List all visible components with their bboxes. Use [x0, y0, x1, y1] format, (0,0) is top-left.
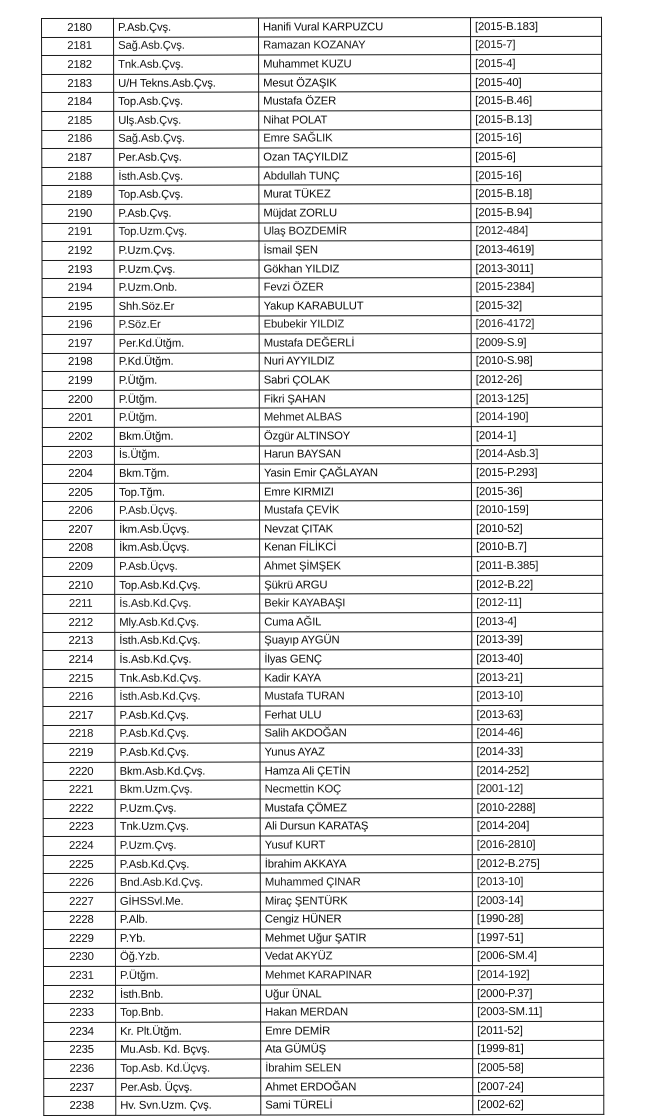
table-row — [43, 928, 603, 948]
row-rank-cell: Bnd.Asb.Kd.Çvş. — [115, 873, 260, 892]
row-name-cell: İbrahim SELEN — [261, 1059, 473, 1078]
table-row — [43, 873, 603, 893]
row-rank-cell: P.Ütğm. — [115, 966, 260, 985]
row-rank-cell: Sağ.Asb.Çvş. — [114, 37, 259, 56]
row-rank-cell: İsth.Asb.Kd.Çvş. — [115, 687, 260, 706]
table-row — [43, 594, 603, 614]
table-row — [42, 315, 602, 335]
row-number-cell: 2212 — [43, 613, 115, 632]
table-row — [44, 1096, 604, 1116]
row-reference-cell: [2013-125] — [471, 389, 602, 408]
table-row — [42, 259, 602, 279]
row-number-cell: 2224 — [43, 836, 115, 855]
row-reference-cell: [2013-39] — [472, 631, 603, 650]
row-rank-cell: U/H Tekns.Asb.Çvş. — [114, 74, 259, 93]
table-row — [43, 966, 603, 986]
row-name-cell: Yasin Emir ÇAĞLAYAN — [259, 464, 471, 483]
row-name-cell: Cengiz HÜNER — [260, 910, 472, 929]
row-number-cell: 2210 — [43, 576, 115, 595]
row-name-cell: Murat TÜKEZ — [259, 185, 471, 204]
row-name-cell: İsmail ŞEN — [259, 241, 471, 260]
records-table — [41, 17, 604, 1116]
row-name-cell: Hanifi Vural KARPUZCU — [259, 18, 471, 37]
row-rank-cell: Hv. Svn.Uzm. Çvş. — [116, 1096, 261, 1115]
table-row — [42, 426, 602, 446]
row-reference-cell: [2015-16] — [471, 166, 602, 185]
row-number-cell: 2220 — [43, 762, 115, 781]
row-rank-cell: İs.Asb.Kd.Çvş. — [115, 650, 260, 669]
row-rank-cell: P.Asb.Kd.Çvş. — [115, 855, 260, 874]
row-name-cell: Kadir KAYA — [260, 668, 472, 687]
row-rank-cell: P.Asb.Çvş. — [114, 18, 259, 37]
table-row — [42, 147, 602, 167]
row-rank-cell: P.Uzm.Çvş. — [114, 260, 259, 279]
table-row — [43, 705, 603, 725]
row-name-cell: Emre SAĞLIK — [259, 129, 471, 148]
row-number-cell: 2219 — [43, 744, 115, 763]
row-rank-cell: P.Alb. — [115, 911, 260, 930]
row-number-cell: 2214 — [43, 651, 115, 670]
row-reference-cell: [2010-S.98] — [471, 352, 602, 371]
row-name-cell: Mustafa ÇÖMEZ — [260, 799, 472, 818]
row-name-cell: Yunus AYAZ — [260, 743, 472, 762]
row-rank-cell: P.Uzm.Çvş. — [114, 241, 259, 260]
row-rank-cell: Top.Tğm. — [114, 483, 259, 502]
row-reference-cell: [2014-190] — [471, 408, 602, 427]
row-number-cell: 2213 — [43, 632, 115, 651]
table-row — [43, 891, 603, 911]
row-reference-cell: [2012-484] — [471, 222, 602, 241]
row-number-cell: 2184 — [42, 93, 114, 112]
row-number-cell: 2188 — [42, 167, 114, 186]
row-rank-cell: Per.Asb. Üçvş. — [116, 1078, 261, 1097]
row-reference-cell: [2007-24] — [473, 1077, 604, 1096]
row-name-cell: Salih AKDOĞAN — [260, 724, 472, 743]
table-row — [42, 278, 602, 298]
row-reference-cell: [1990-28] — [472, 910, 603, 929]
row-rank-cell: Per.Kd.Ütğm. — [114, 334, 259, 353]
row-rank-cell: İkm.Asb.Üçvş. — [115, 520, 260, 539]
row-rank-cell: P.Asb.Çvş. — [114, 204, 259, 223]
row-number-cell: 2200 — [42, 390, 114, 409]
row-number-cell: 2185 — [42, 111, 114, 130]
row-number-cell: 2182 — [42, 56, 114, 75]
table-row — [43, 742, 603, 762]
row-number-cell: 2208 — [43, 539, 115, 558]
table-row — [43, 557, 603, 577]
row-number-cell: 2180 — [42, 18, 114, 37]
row-rank-cell: Mly.Asb.Kd.Çvş. — [115, 613, 260, 632]
row-rank-cell: Shh.Söz.Er — [114, 297, 259, 316]
row-name-cell: Mehmet Uğur ŞATIR — [260, 929, 472, 948]
row-rank-cell: P.Söz.Er — [114, 316, 259, 335]
row-name-cell: Mesut ÖZAŞIK — [259, 73, 471, 92]
row-name-cell: Ali Dursun KARATAŞ — [260, 817, 472, 836]
row-name-cell: Miraç ŞENTÜRK — [260, 892, 472, 911]
row-reference-cell: [2014-204] — [472, 817, 603, 836]
row-reference-cell: [2014-252] — [472, 761, 603, 780]
row-rank-cell: P.Yb. — [115, 929, 260, 948]
row-reference-cell: [2016-2810] — [472, 835, 603, 854]
table-row — [42, 333, 602, 353]
row-reference-cell: [2015-4] — [471, 55, 602, 74]
row-reference-cell: [2015-B.94] — [471, 203, 602, 222]
row-reference-cell: [2003-14] — [472, 891, 603, 910]
table-row — [42, 240, 602, 260]
row-name-cell: Gökhan YILDIZ — [259, 259, 471, 278]
row-number-cell: 2204 — [42, 465, 114, 484]
row-number-cell: 2230 — [43, 948, 115, 967]
row-number-cell: 2186 — [42, 130, 114, 149]
table-row — [43, 575, 603, 595]
row-reference-cell: [2015-B.13] — [471, 110, 602, 129]
row-reference-cell: [2013-3011] — [471, 259, 602, 278]
table-row — [43, 798, 603, 818]
row-number-cell: 2229 — [43, 929, 115, 948]
row-name-cell: Nihat POLAT — [259, 111, 471, 130]
row-reference-cell: [2013-40] — [472, 650, 603, 669]
table-row — [43, 835, 603, 855]
table-row — [42, 55, 602, 75]
row-number-cell: 2222 — [43, 799, 115, 818]
row-rank-cell: P.Asb.Kd.Çvş. — [115, 743, 260, 762]
row-reference-cell: [2014-Asb.3] — [471, 445, 602, 464]
row-rank-cell: İsth.Bnb. — [116, 985, 261, 1004]
row-rank-cell: Tnk.Asb.Çvş. — [114, 55, 259, 74]
row-name-cell: İlyas GENÇ — [260, 650, 472, 669]
row-rank-cell: P.Kd.Ütğm. — [114, 353, 259, 372]
row-number-cell: 2195 — [42, 297, 114, 316]
row-rank-cell: Tnk.Uzm.Çvş. — [115, 818, 260, 837]
row-name-cell: Mustafa DEĞERLİ — [259, 334, 471, 353]
row-name-cell: Ferhat ULU — [260, 706, 472, 725]
row-reference-cell: [2010-2288] — [472, 798, 603, 817]
table-row — [44, 1040, 604, 1060]
row-name-cell: Mustafa ÖZER — [259, 92, 471, 111]
row-name-cell: Nuri AYYILDIZ — [259, 352, 471, 371]
row-number-cell: 2215 — [43, 669, 115, 688]
row-reference-cell: [2015-2384] — [471, 278, 602, 297]
row-name-cell: Fevzi ÖZER — [259, 278, 471, 297]
row-rank-cell: Ulş.Asb.Çvş. — [114, 111, 259, 130]
row-rank-cell: Bkm.Asb.Kd.Çvş. — [115, 762, 260, 781]
row-name-cell: Ramazan KOZANAY — [259, 36, 471, 55]
scanned-table-area — [41, 17, 603, 1116]
row-name-cell: Mehmet KARAPINAR — [260, 966, 472, 985]
table-row — [42, 445, 602, 465]
row-number-cell: 2218 — [43, 725, 115, 744]
row-number-cell: 2193 — [42, 260, 114, 279]
row-number-cell: 2192 — [42, 241, 114, 260]
row-number-cell: 2237 — [44, 1078, 116, 1097]
row-number-cell: 2197 — [42, 334, 114, 353]
row-rank-cell: P.Uzm.Onb. — [114, 278, 259, 297]
row-number-cell: 2190 — [42, 204, 114, 223]
table-row — [44, 1003, 604, 1023]
row-name-cell: Ahmet ŞİMŞEK — [260, 557, 472, 576]
records-table-body — [42, 17, 604, 1115]
table-row — [42, 203, 602, 223]
row-number-cell: 2189 — [42, 186, 114, 205]
row-number-cell: 2187 — [42, 149, 114, 168]
row-name-cell: Mustafa TURAN — [260, 687, 472, 706]
table-row — [44, 1077, 604, 1097]
row-name-cell: Muhammet KUZU — [259, 55, 471, 74]
row-reference-cell: [2015-16] — [471, 129, 602, 148]
table-row — [42, 371, 602, 391]
row-name-cell: Necmettin KOÇ — [260, 780, 472, 799]
table-row — [43, 519, 603, 539]
row-rank-cell: Sağ.Asb.Çvş. — [114, 130, 259, 149]
row-rank-cell: P.Ütğm. — [114, 390, 259, 409]
row-name-cell: Uğur ÜNAL — [261, 984, 473, 1003]
row-rank-cell: Top.Asb. Kd.Üçvş. — [116, 1059, 261, 1078]
row-number-cell: 2207 — [43, 520, 115, 539]
row-rank-cell: Öğ.Yzb. — [115, 948, 260, 967]
row-reference-cell: [1997-51] — [472, 928, 603, 947]
row-name-cell: Yakup KARABULUT — [259, 297, 471, 316]
row-number-cell: 2226 — [43, 874, 115, 893]
row-reference-cell: [2013-63] — [472, 705, 603, 724]
row-reference-cell: [2000-P.37] — [473, 984, 604, 1003]
row-reference-cell: [2012-B.275] — [472, 854, 603, 873]
row-number-cell: 2227 — [43, 892, 115, 911]
table-row — [43, 631, 603, 651]
table-row — [42, 110, 602, 130]
row-rank-cell: İkm.Asb.Üçvş. — [115, 539, 260, 558]
table-row — [42, 36, 602, 56]
row-rank-cell: İsth.Asb.Çvş. — [114, 167, 259, 186]
row-name-cell: Kenan FİLİKCİ — [260, 538, 472, 557]
row-rank-cell: Top.Asb.Çvş. — [114, 185, 259, 204]
row-rank-cell: P.Ütğm. — [114, 409, 259, 428]
row-reference-cell: [2002-62] — [473, 1096, 604, 1115]
row-name-cell: Ahmet ERDOĞAN — [261, 1077, 473, 1096]
row-rank-cell: İs.Ütğm. — [114, 446, 259, 465]
row-reference-cell: [2013-10] — [472, 873, 603, 892]
row-name-cell: Cuma AĞIL — [260, 613, 472, 632]
table-row — [44, 984, 604, 1004]
row-name-cell: Emre DEMİR — [261, 1022, 473, 1041]
row-number-cell: 2232 — [44, 985, 116, 1004]
row-reference-cell: [2015-6] — [471, 147, 602, 166]
table-row — [42, 222, 602, 242]
row-reference-cell: [2015-B.46] — [471, 92, 602, 111]
row-name-cell: Abdullah TUNÇ — [259, 166, 471, 185]
row-rank-cell: Top.Asb.Kd.Çvş. — [115, 576, 260, 595]
row-number-cell: 2211 — [43, 595, 115, 614]
row-reference-cell: [2015-B.18] — [471, 185, 602, 204]
table-row — [42, 352, 602, 372]
row-number-cell: 2217 — [43, 706, 115, 725]
row-number-cell: 2225 — [43, 855, 115, 874]
row-number-cell: 2196 — [42, 316, 114, 335]
row-reference-cell: [2013-10] — [472, 687, 603, 706]
row-rank-cell: İsth.Asb.Kd.Çvş. — [115, 632, 260, 651]
row-name-cell: Nevzat ÇITAK — [260, 520, 472, 539]
row-reference-cell: [2015-36] — [471, 482, 602, 501]
table-row — [43, 817, 603, 837]
table-row — [43, 538, 603, 558]
table-row — [42, 408, 602, 428]
table-row — [42, 73, 602, 93]
row-reference-cell: [2005-58] — [473, 1059, 604, 1078]
row-rank-cell: Kr. Plt.Ütğm. — [116, 1022, 261, 1041]
row-number-cell: 2238 — [44, 1097, 116, 1116]
table-row — [42, 185, 602, 205]
row-reference-cell: [2006-SM.4] — [472, 947, 603, 966]
row-number-cell: 2223 — [43, 818, 115, 837]
row-rank-cell: P.Ütğm. — [114, 371, 259, 390]
table-row — [43, 761, 603, 781]
row-reference-cell: [2014-192] — [472, 966, 603, 985]
table-row — [44, 1021, 604, 1041]
row-rank-cell: Bkm.Ütğm. — [114, 427, 259, 446]
table-row — [42, 129, 602, 149]
row-reference-cell: [2003-SM.11] — [473, 1003, 604, 1022]
row-rank-cell: Per.Asb.Çvş. — [114, 148, 259, 167]
row-name-cell: Şükrü ARGU — [260, 575, 472, 594]
row-number-cell: 2234 — [44, 1022, 116, 1041]
table-row — [43, 910, 603, 930]
table-row — [44, 1059, 604, 1079]
row-reference-cell: [2001-12] — [472, 780, 603, 799]
row-number-cell: 2198 — [42, 353, 114, 372]
row-name-cell: Mustafa ÇEVİK — [260, 501, 472, 520]
table-row — [43, 668, 603, 688]
row-number-cell: 2233 — [44, 1004, 116, 1023]
row-rank-cell: Top.Asb.Çvş. — [114, 92, 259, 111]
row-name-cell: Şuayıp AYGÜN — [260, 631, 472, 650]
row-reference-cell: [2009-S.9] — [471, 333, 602, 352]
table-row — [43, 650, 603, 670]
row-rank-cell: P.Asb.Üçvş. — [115, 557, 260, 576]
row-number-cell: 2202 — [42, 427, 114, 446]
row-reference-cell: [2015-32] — [471, 296, 602, 315]
row-reference-cell: [2012-B.22] — [472, 575, 603, 594]
row-name-cell: Muhammed ÇINAR — [260, 873, 472, 892]
row-name-cell: Hamza Ali ÇETİN — [260, 761, 472, 780]
row-reference-cell: [2013-21] — [472, 668, 603, 687]
table-row — [43, 947, 603, 967]
table-row — [42, 464, 602, 484]
table-row — [42, 482, 602, 502]
row-rank-cell: Bkm.Tğm. — [114, 464, 259, 483]
row-rank-cell: Mu.Asb. Kd. Bçvş. — [116, 1041, 261, 1060]
row-rank-cell: P.Asb.Kd.Çvş. — [115, 725, 260, 744]
row-reference-cell: [2013-4] — [472, 612, 603, 631]
row-rank-cell: Top.Uzm.Çvş. — [114, 223, 259, 242]
row-reference-cell: [2012-26] — [471, 371, 602, 390]
table-row — [43, 854, 603, 874]
row-number-cell: 2209 — [43, 558, 115, 577]
row-number-cell: 2183 — [42, 74, 114, 93]
row-name-cell: Fikri ŞAHAN — [259, 389, 471, 408]
table-row — [42, 92, 602, 112]
row-name-cell: Yusuf KURT — [260, 836, 472, 855]
row-name-cell: Müjdat ZORLU — [259, 204, 471, 223]
row-reference-cell: [2015-B.183] — [471, 17, 602, 36]
row-number-cell: 2191 — [42, 223, 114, 242]
row-number-cell: 2201 — [42, 409, 114, 428]
row-name-cell: Vedat AKYÜZ — [260, 947, 472, 966]
row-rank-cell: P.Asb.Üçvş. — [115, 501, 260, 520]
row-reference-cell: [2011-52] — [473, 1021, 604, 1040]
row-number-cell: 2228 — [43, 911, 115, 930]
row-reference-cell: [2010-52] — [472, 519, 603, 538]
table-row — [42, 389, 602, 409]
row-reference-cell: [2010-159] — [472, 501, 603, 520]
row-name-cell: Sami TÜRELİ — [261, 1096, 473, 1115]
row-name-cell: Ata GÜMÜŞ — [261, 1040, 473, 1059]
row-number-cell: 2221 — [43, 781, 115, 800]
row-reference-cell: [2014-1] — [471, 426, 602, 445]
table-row — [43, 724, 603, 744]
row-reference-cell: [2013-4619] — [471, 240, 602, 259]
row-number-cell: 2199 — [42, 372, 114, 391]
row-number-cell: 2216 — [43, 688, 115, 707]
row-name-cell: Harun BAYSAN — [259, 445, 471, 464]
row-name-cell: Ebubekir YILDIZ — [259, 315, 471, 334]
row-name-cell: Sabri ÇOLAK — [259, 371, 471, 390]
row-reference-cell: [2012-11] — [472, 594, 603, 613]
row-rank-cell: Bkm.Uzm.Çvş. — [115, 780, 260, 799]
row-name-cell: Emre KIRMIZI — [259, 482, 471, 501]
table-row — [43, 612, 603, 632]
row-name-cell: Mehmet ALBAS — [259, 408, 471, 427]
row-reference-cell: [2014-46] — [472, 724, 603, 743]
row-name-cell: Özgür ALTINSOY — [259, 427, 471, 446]
row-reference-cell: [2015-40] — [471, 73, 602, 92]
row-number-cell: 2205 — [42, 483, 114, 502]
row-name-cell: Ozan TAÇYILDIZ — [259, 148, 471, 167]
row-name-cell: İbrahim AKKAYA — [260, 854, 472, 873]
table-row — [43, 780, 603, 800]
row-reference-cell: [2016-4172] — [471, 315, 602, 334]
table-row — [42, 166, 602, 186]
row-rank-cell: Tnk.Asb.Kd.Çvş. — [115, 669, 260, 688]
row-number-cell: 2181 — [42, 37, 114, 56]
row-number-cell: 2236 — [44, 1060, 116, 1079]
row-rank-cell: P.Asb.Kd.Çvş. — [115, 706, 260, 725]
row-rank-cell: İs.Asb.Kd.Çvş. — [115, 594, 260, 613]
row-rank-cell: P.Uzm.Çvş. — [115, 836, 260, 855]
table-row — [43, 501, 603, 521]
table-row — [42, 296, 602, 316]
row-number-cell: 2231 — [43, 967, 115, 986]
row-reference-cell: [2015-7] — [471, 36, 602, 55]
row-number-cell: 2203 — [42, 446, 114, 465]
table-row — [43, 687, 603, 707]
row-number-cell: 2235 — [44, 1041, 116, 1060]
row-rank-cell: P.Uzm.Çvş. — [115, 799, 260, 818]
row-name-cell: Hakan MERDAN — [261, 1003, 473, 1022]
row-reference-cell: [1999-81] — [473, 1040, 604, 1059]
row-reference-cell: [2014-33] — [472, 742, 603, 761]
row-reference-cell: [2010-B.7] — [472, 538, 603, 557]
row-reference-cell: [2011-B.385] — [472, 557, 603, 576]
row-rank-cell: GİHSSvl.Me. — [115, 892, 260, 911]
table-row — [42, 17, 602, 37]
row-number-cell: 2206 — [43, 502, 115, 521]
row-number-cell: 2194 — [42, 279, 114, 298]
row-rank-cell: Top.Bnb. — [116, 1004, 261, 1023]
row-reference-cell: [2015-P.293] — [471, 464, 602, 483]
row-name-cell: Bekir KAYABAŞI — [260, 594, 472, 613]
row-name-cell: Ulaş BOZDEMİR — [259, 222, 471, 241]
